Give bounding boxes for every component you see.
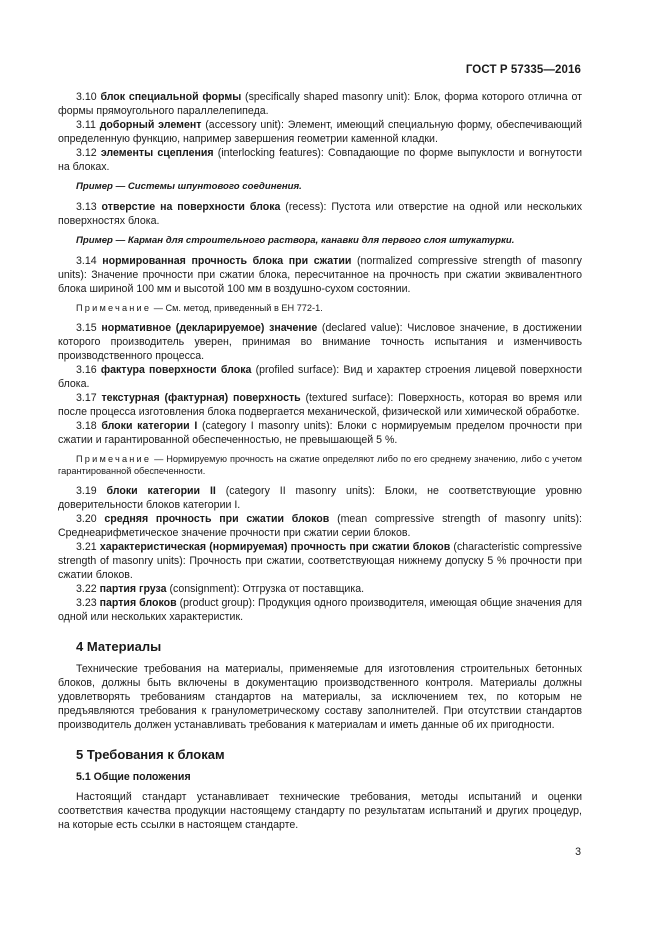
definition-3-21: 3.21 характеристическая (нормируемая) прочность при сжатии блоков (characteristic compressive strength of masonry units): Прочность при сжатии, соответствующая нижнему допуску 5 % прочности при сжатии блоков. xyxy=(58,540,582,581)
definition-3-18: 3.18 блоки категории I (category I masonry units): Блоки с нормируемым пределом прочности при сжатии и гарантированной обеспеченностью, не превышающей 5 %. xyxy=(58,419,582,446)
definition-3-23: 3.23 партия блоков (product group): Продукция одного производителя, имеющая общие значения для одной или нескольких характеристик. xyxy=(58,596,582,623)
section-5-1-text: Настоящий стандарт устанавливает технические требования, методы испытаний и оценки соответствия качества продукции настоящему стандарту по результатам испытаний и других процедур, на которые есть ссылки в настоящем стандарте. xyxy=(58,790,582,831)
definition-3-19: 3.19 блоки категории II (category II masonry units): Блоки, не соответствующие уровню доверительности блоков категории I. xyxy=(58,484,582,511)
definition-3-10: 3.10 блок специальной формы (specifically shaped masonry unit): Блок, форма которого отлична от формы прямоугольного параллелепипеда. xyxy=(58,91,582,117)
definition-3-16: 3.16 фактура поверхности блока (profiled surface): Вид и характер строения лицевой поверхности блока. xyxy=(58,363,583,390)
definition-3-12: 3.12 элементы сцепления (interlocking features): Совпадающие по форме выпуклости и вогнутости на блоках. xyxy=(58,147,582,173)
example-1: Пример — Системы шпунтового соединения. xyxy=(76,181,302,192)
definition-3-20: 3.20 средняя прочность при сжатии блоков (mean compressive strength of masonry units): Среднеарифметическое значение прочности при сжатии серии блоков. xyxy=(58,512,582,539)
definition-3-22: 3.22 партия груза (consignment): Отгрузка от поставщика. xyxy=(76,582,365,595)
page-number: 3 xyxy=(575,846,581,858)
definition-3-15: 3.15 нормативное (декларируемое) значение (declared value): Числовое значение, в достижении которого производитель уверен, принимая во внимание точность испытания и изменчивость производственного процесса. xyxy=(58,321,582,362)
definition-3-11: 3.11 доборный элемент (accessory unit): Элемент, имеющий специальную форму, обеспечивающий определенную функцию, например завершения геометрии каменной кладки. xyxy=(58,119,583,145)
section-4-text: Технические требования на материалы, применяемые для изготовления строительных бетонных блоков, должны быть включены в документацию производственного контроля. Материалы должны удовлетворять требованиям стандартов на материалы, за исключением тех, по которым не предъявляются требования к гранулометрическому составу заполнителей. При отсутствии стандартов производитель должен устанавливать требования к материалам и иметь данные об их пригодности. xyxy=(58,662,582,731)
standard-header: ГОСТ Р 57335—2016 xyxy=(465,64,581,76)
section-5-heading: 5 Требования к блокам xyxy=(76,746,225,762)
definition-3-14: 3.14 нормированная прочность блока при сжатии (normalized compressive strength of masonry units): Значение прочности при сжатии блока, пересчитанное на прочность при сжатии эквивалентного блока шириной 100 мм и высотой 100 мм в воздушно-сухом состоянии. xyxy=(58,255,582,295)
section-4-heading: 4 Материалы xyxy=(76,638,162,654)
note-2: Примечание — Нормируемую прочность на сжатие определяют либо по его среднему значению, либо с учетом гарантированной обеспеченности. xyxy=(58,453,582,477)
page-content xyxy=(58,90,582,832)
note-1: Примечание — См. метод, приведенный в ЕН 772-1. xyxy=(76,303,323,313)
definition-3-13: 3.13 отверстие на поверхности блока (recess): Пустота или отверстие на одной или нескольких поверхностях блока. xyxy=(58,201,582,227)
example-2: Пример — Карман для строительного раствора, канавки для первого слоя штукатурки. xyxy=(76,235,515,246)
definition-3-17: 3.17 текстурная (фактурная) поверхность (textured surface): Поверхность, которая во время или после процесса изготовления блока подвергается механической, физической или химической обработке. xyxy=(58,391,583,418)
subsection-5-1-heading: 5.1 Общие положения xyxy=(76,770,191,783)
